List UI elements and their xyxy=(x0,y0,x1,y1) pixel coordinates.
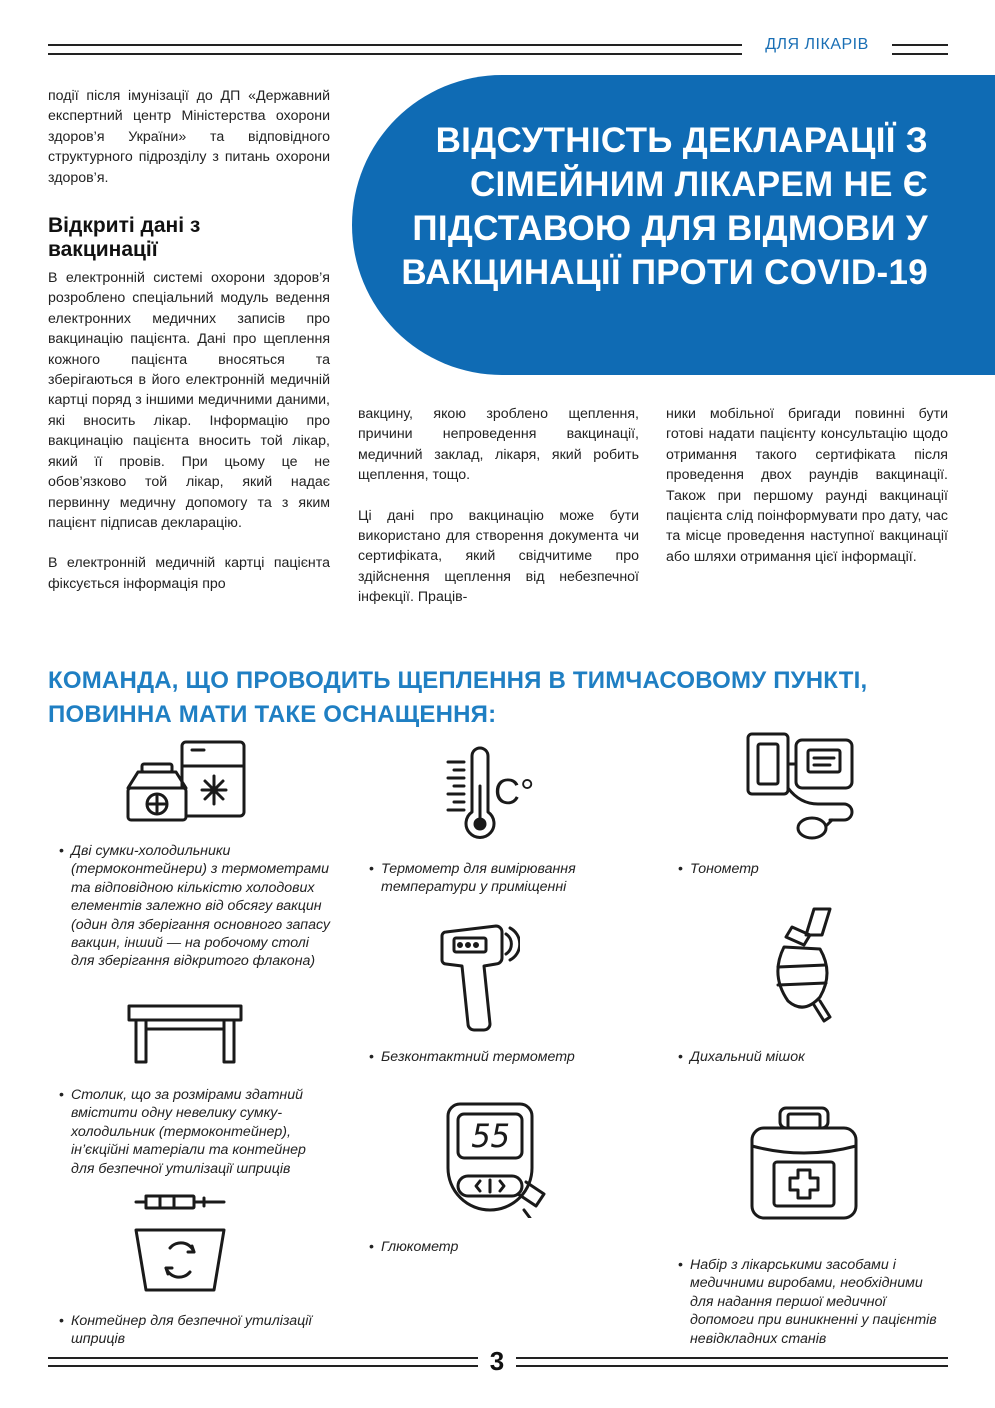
breathing-bag-icon xyxy=(770,905,836,1027)
item-label: Набір з лікарськими засобами і медичними виробами, необхідними для надання першої медичної допомоги при виникненні у пацієнтів невідкладних станів xyxy=(690,1257,937,1347)
banner-text: ВІДСУТНІСТЬ ДЕКЛАРАЦІЇ З СІМЕЙНИМ ЛІКАРЕМ НЕ Є ПІДСТАВОЮ ДЛЯ ВІДМОВИ У ВАКЦИНАЦІЇ ПРОТИ COVID-19 xyxy=(401,121,928,292)
item-label: Контейнер для безпечної утилізації шприців xyxy=(71,1313,312,1348)
item-label: Тонометр xyxy=(690,861,759,877)
bullet: • xyxy=(59,843,64,859)
equipment-item-contactless-thermometer xyxy=(369,1048,631,1066)
footer-rule-right xyxy=(516,1357,948,1367)
room-thermometer-icon xyxy=(442,746,542,842)
column-3-paragraph-1: ники мобільної бригади повинні бути готові надати пацієнту консультацію щодо отримання такого сертифіката після проведення двох раундів вакцинації. Також при першому раунді вакцинації пацієнта слід поінформувати про дату, час та місце проведення наступної вакцинації або шляхи отримання цієї інформації. xyxy=(666,406,948,565)
intro-paragraph: події після імунізації до ДП «Державний експертний центр Міністерства охорони здоров’я України» та відповідного структурного підрозділу з питань охорони здоров’я. xyxy=(48,88,330,186)
bullet: • xyxy=(369,1049,374,1065)
bullet: • xyxy=(678,1257,683,1273)
bullet: • xyxy=(678,861,683,877)
bullet: • xyxy=(59,1087,64,1103)
bullet: • xyxy=(59,1313,64,1329)
bullet: • xyxy=(678,1049,683,1065)
section-label: ДЛЯ ЛІКАРІВ xyxy=(742,36,892,54)
infrared-thermometer-icon xyxy=(440,920,520,1034)
table-icon xyxy=(126,1003,244,1065)
equipment-item-glucometer xyxy=(369,1238,631,1256)
equipment-item-room-thermometer xyxy=(369,860,631,897)
equipment-item-tonometer xyxy=(678,860,948,878)
header-rule-right xyxy=(892,44,948,55)
thermometer-unit: C° xyxy=(494,771,535,812)
item-label: Глюкометр xyxy=(381,1239,459,1255)
cooler-bag-icon xyxy=(124,738,250,824)
open-data-paragraph-2: В електронній медичній картці пацієнта фіксується інформація про xyxy=(48,555,330,592)
item-label: Термометр для вимірювання температури у приміщенні xyxy=(381,861,576,896)
first-aid-kit-icon xyxy=(748,1102,860,1222)
equipment-heading-line-2: ПОВИННА МАТИ ТАКЕ ОСНАЩЕННЯ: xyxy=(48,701,497,728)
equipment-item-table xyxy=(59,1086,333,1178)
header-rule-left xyxy=(48,44,742,55)
open-data-paragraph-1: В електронній системі охорони здоров’я розроблено спеціальний модуль ведення електронних медичних записів про вакцинацію пацієнта. Дані про щеплення кожного пацієнта вносяться та зберігаються в його електронній медичній картці поряд з іншими медичними даними, які вносить лікар. Інформацію про вакцинацію пацієнта вносить той лікар, який її провів. При цьому це не обов’язково той лікар, який надає первинну медичну допомогу та з яким пацієнт підписав декларацію. xyxy=(48,270,330,531)
equipment-item-cooler-bags xyxy=(59,842,333,971)
column-2 xyxy=(358,404,639,608)
item-label: Дві сумки-холодильники (термоконтейнери) з термометрами та відповідною кількістю холодових елементів залежно від обсягу вакцин (один для зберігання основного запасу вакцин, інший — на робочому столі для зберігання відкритого флакона) xyxy=(71,843,331,970)
equipment-heading xyxy=(48,664,948,732)
column-1 xyxy=(48,86,330,594)
page-number: 3 xyxy=(489,1346,505,1376)
glucometer-reading: 55 xyxy=(471,1117,511,1155)
bullet: • xyxy=(369,1239,374,1255)
equipment-item-breathing-bag xyxy=(678,1048,948,1066)
column-2-paragraph-2: Ці дані про вакцинацію може бути використано для створення документа чи сертифіката, який свідчитиме про здійснення щеплення від небезпечної інфекції. Праців- xyxy=(358,507,639,606)
item-label: Дихальний мішок xyxy=(690,1049,805,1065)
footer-rule-left xyxy=(48,1357,478,1367)
item-label: Безконтактний термометр xyxy=(381,1049,575,1065)
equipment-item-disposal-container xyxy=(59,1312,333,1349)
tonometer-icon xyxy=(744,728,856,842)
equipment-item-first-aid-kit xyxy=(678,1256,948,1348)
column-2-paragraph-1: вакцину, якою зроблено щеплення, причини непроведення вакцинації, медичний заклад, лікаря, який робить щеплення, тощо. xyxy=(358,406,639,484)
bullet: • xyxy=(369,861,374,877)
equipment-heading-line-1: КОМАНДА, ЩО ПРОВОДИТЬ ЩЕПЛЕННЯ В ТИМЧАСОВОМУ ПУНКТІ, xyxy=(48,667,868,694)
syringe-disposal-icon xyxy=(132,1190,228,1294)
glucometer-icon xyxy=(440,1098,552,1218)
open-data-heading: Відкриті дані з вакцинації xyxy=(48,214,201,262)
column-3 xyxy=(666,404,948,567)
item-label: Столик, що за розмірами здатний вмістити одну невелику сумку-холодильник (термоконтейнер), ін’єкційні матеріали та контейнер для безпечної утилізації шприців xyxy=(71,1087,306,1177)
